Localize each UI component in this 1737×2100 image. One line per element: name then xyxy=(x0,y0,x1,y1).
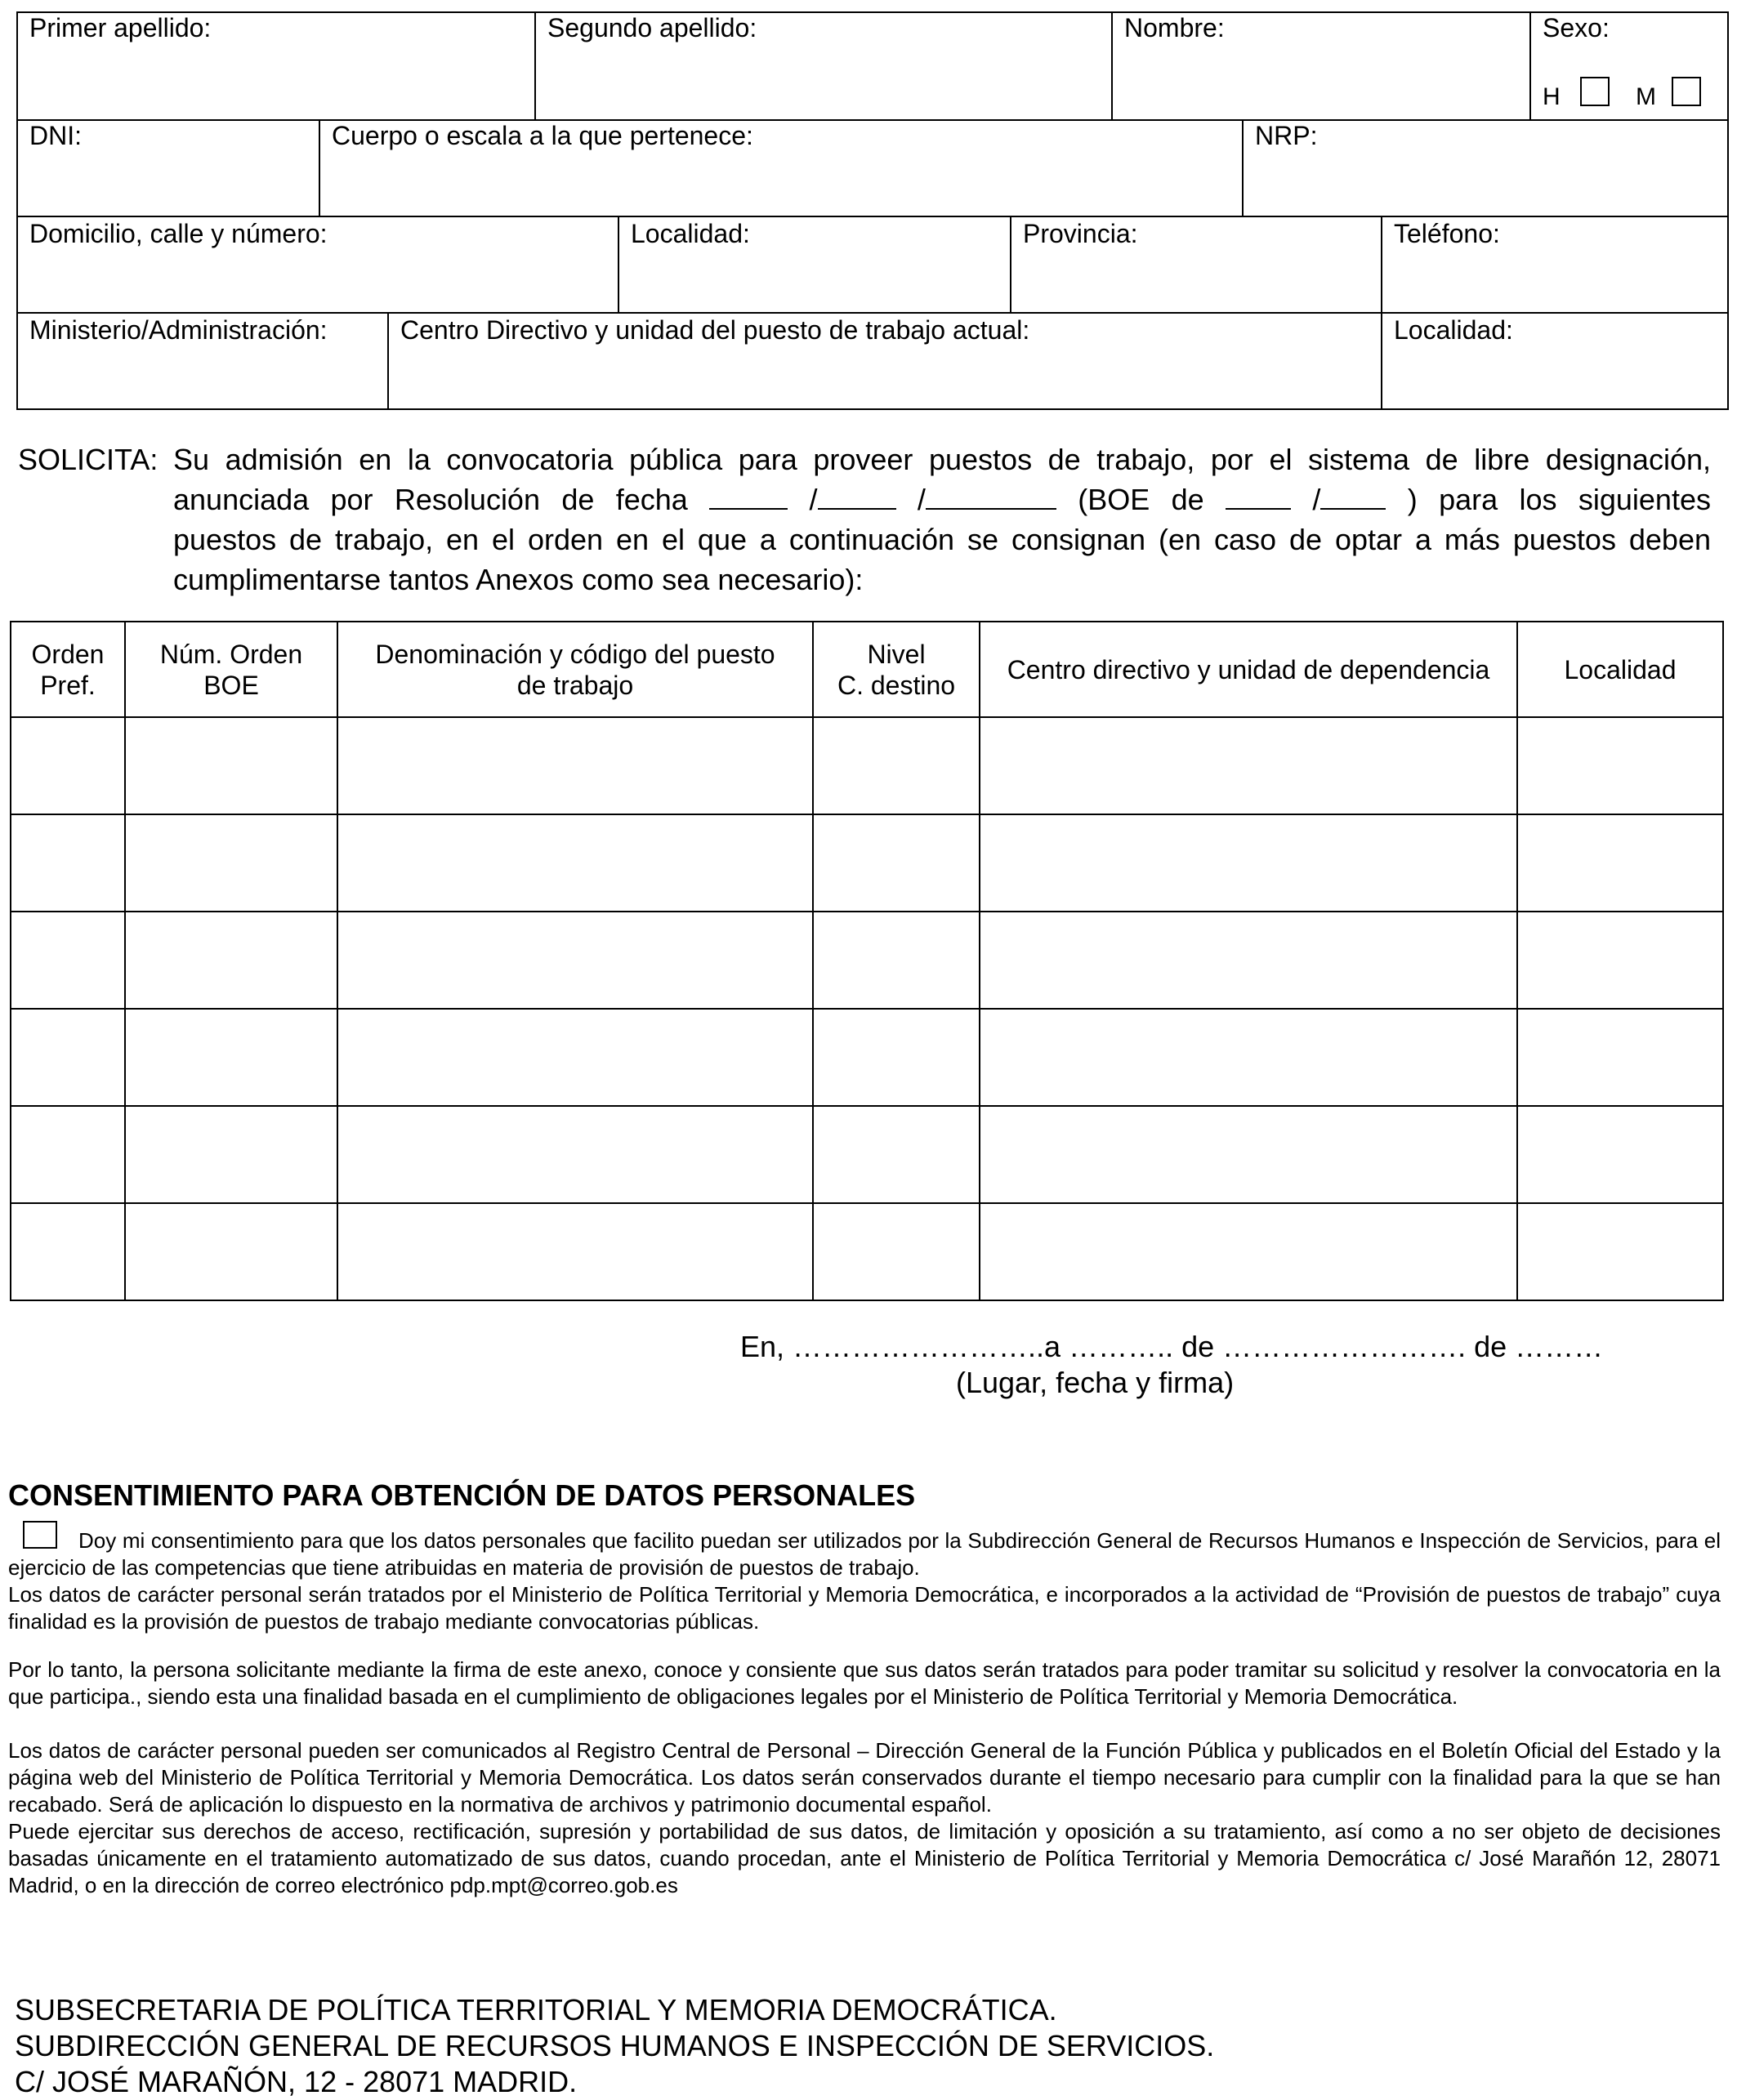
solicita-body xyxy=(173,439,1711,600)
table-cell[interactable] xyxy=(813,814,980,912)
field-ministerio[interactable] xyxy=(16,312,389,410)
table-cell[interactable] xyxy=(11,1009,125,1106)
solicita-text: ) para los siguientes xyxy=(1407,483,1711,516)
field-label: Cuerpo o escala a la que pertenece: xyxy=(332,121,753,150)
sexo-m-checkbox[interactable] xyxy=(1672,77,1701,106)
field-label: Segundo apellido: xyxy=(547,13,757,42)
table-cell[interactable] xyxy=(11,912,125,1009)
table-cell[interactable] xyxy=(1517,1203,1723,1300)
solicita-lead: SOLICITA: xyxy=(18,443,159,476)
field-label: DNI: xyxy=(29,121,82,150)
table-row xyxy=(11,814,1723,912)
table-cell[interactable] xyxy=(125,1203,337,1300)
field-domicilio[interactable] xyxy=(16,216,619,314)
field-label: Provincia: xyxy=(1023,219,1138,248)
table-cell[interactable] xyxy=(813,1203,980,1300)
field-nrp[interactable] xyxy=(1242,119,1729,217)
field-cuerpo[interactable] xyxy=(319,119,1244,217)
slash: / xyxy=(809,483,818,516)
table-cell[interactable] xyxy=(813,912,980,1009)
field-telefono[interactable] xyxy=(1381,216,1729,314)
header-localidad xyxy=(1517,622,1723,717)
sexo-h-label: H xyxy=(1543,83,1561,110)
table-cell[interactable] xyxy=(125,1009,337,1106)
header-denominacion xyxy=(337,622,813,717)
table-row xyxy=(11,1203,1723,1300)
table-cell[interactable] xyxy=(813,1009,980,1106)
field-primer-apellido[interactable] xyxy=(16,11,536,121)
solicita-paragraph xyxy=(18,439,1711,600)
header-text: Pref. xyxy=(40,670,96,700)
field-label: Sexo: xyxy=(1543,13,1610,42)
sexo-m-label: M xyxy=(1636,83,1656,110)
field-dni[interactable] xyxy=(16,119,320,217)
table-cell[interactable] xyxy=(337,912,813,1009)
slash: / xyxy=(1312,483,1321,516)
consent-p5: Puede ejercitar sus derechos de acceso, rectificación, supresión y portabilidad de sus datos, de limitación y oposición a su tratamiento, así como a no ser objeto de decisiones basadas únicamente en el tratamiento automatizado de sus datos, cuando procedan, ante el Ministerio de Política Territorial y Memoria Democrática c/ José Marañón 12, 28071 Madrid, o en la dirección de correo electrónico pdp.mpt@correo.gob.es xyxy=(8,1819,1721,1897)
sexo-h-checkbox[interactable] xyxy=(1580,77,1610,106)
consent-p4: Los datos de carácter personal pueden ser comunicados al Registro Central de Personal – Dirección General de la Función Pública y publicados en el Boletín Oficial del Estado y la página web del Ministerio de Política Territorial y Memoria Democrática. Los datos serán conservados durante el tiempo necesario para cumplir con la finalidad para la que se han recabado. Será de aplicación lo dispuesto en la normativa de archivos y patrimonio documental español. xyxy=(8,1738,1721,1817)
header-nivel xyxy=(813,622,980,717)
signature-caption: (Lugar, fecha y firma) xyxy=(956,1366,1235,1399)
solicita-boe: (BOE de xyxy=(1078,483,1204,516)
table-cell[interactable] xyxy=(125,1106,337,1203)
table-cell[interactable] xyxy=(11,717,125,814)
solicita-line-dates xyxy=(173,479,1711,519)
table-cell[interactable] xyxy=(1517,1009,1723,1106)
signature-line: En, ……………………..a ……….. de ……………………. de ……… xyxy=(740,1330,1604,1363)
footer-line-1: SUBSECRETARIA DE POLÍTICA TERRITORIAL Y MEMORIA DEMOCRÁTICA. xyxy=(15,1993,1057,2026)
field-label: Localidad: xyxy=(1394,315,1513,345)
header-text: Centro directivo y unidad de dependencia xyxy=(1007,654,1490,684)
solicita-text: anunciada por Resolución de fecha xyxy=(173,483,688,516)
header-text: Localidad xyxy=(1564,654,1677,684)
consent-p3: Por lo tanto, la persona solicitante mediante la firma de este anexo, conoce y consiente que sus datos serán tratados para poder tramitar su solicitud y resolver la convocatoria en la que participa., siendo esta una finalidad basada en el cumplimiento de obligaciones legales por el Ministerio de Política Territorial y Memoria Democrática. xyxy=(8,1657,1721,1709)
header-centro-directivo xyxy=(980,622,1517,717)
table-cell[interactable] xyxy=(813,1106,980,1203)
table-cell[interactable] xyxy=(125,717,337,814)
table-row xyxy=(11,1009,1723,1106)
boe-day-blank[interactable] xyxy=(1226,480,1291,510)
field-localidad-puesto[interactable] xyxy=(1381,312,1729,410)
table-header-row xyxy=(11,622,1723,717)
field-segundo-apellido[interactable] xyxy=(534,11,1113,121)
header-num-orden-boe xyxy=(125,622,337,717)
footer-line-2: SUBDIRECCIÓN GENERAL DE RECURSOS HUMANOS E INSPECCIÓN DE SERVICIOS. xyxy=(15,2029,1215,2062)
field-sexo xyxy=(1529,11,1729,121)
field-provincia[interactable] xyxy=(1010,216,1382,314)
table-cell[interactable] xyxy=(1517,912,1723,1009)
field-label: Primer apellido: xyxy=(29,13,212,42)
field-label: Nombre: xyxy=(1124,13,1225,42)
table-cell[interactable] xyxy=(980,717,1517,814)
slash: / xyxy=(917,483,926,516)
table-cell[interactable] xyxy=(980,1009,1517,1106)
puestos-table xyxy=(10,621,1724,1301)
header-text: Núm. Orden xyxy=(159,639,303,669)
field-localidad[interactable] xyxy=(618,216,1011,314)
table-cell[interactable] xyxy=(980,912,1517,1009)
table-cell[interactable] xyxy=(125,912,337,1009)
table-cell[interactable] xyxy=(11,814,125,912)
header-text: BOE xyxy=(203,670,259,700)
field-label: Ministerio/Administración: xyxy=(29,315,328,345)
solicita-line: Su admisión en la convocatoria pública para proveer puestos de trabajo, por el sistema de libre designación, xyxy=(173,443,1711,476)
table-row xyxy=(11,1106,1723,1203)
field-centro-directivo[interactable] xyxy=(387,312,1382,410)
table-cell[interactable] xyxy=(337,1106,813,1203)
table-cell[interactable] xyxy=(1517,1106,1723,1203)
table-cell[interactable] xyxy=(980,1106,1517,1203)
table-cell[interactable] xyxy=(11,1106,125,1203)
field-label: Domicilio, calle y número: xyxy=(29,219,328,248)
consent-p1 xyxy=(8,1527,1721,1581)
header-text: Denominación y código del puesto xyxy=(375,639,775,669)
date-month-blank[interactable] xyxy=(818,480,896,510)
header-text: Nivel xyxy=(867,639,926,669)
header-text: Orden xyxy=(31,639,105,669)
field-nombre[interactable] xyxy=(1111,11,1531,121)
header-orden-pref xyxy=(11,622,125,717)
field-label: Teléfono: xyxy=(1394,219,1500,248)
header-text: C. destino xyxy=(837,670,956,700)
table-cell[interactable] xyxy=(980,814,1517,912)
date-year-blank[interactable] xyxy=(926,480,1056,510)
footer-line-3: C/ JOSÉ MARAÑÓN, 12 - 28071 MADRID. xyxy=(15,2065,578,2098)
table-cell[interactable] xyxy=(980,1203,1517,1300)
table-cell[interactable] xyxy=(1517,717,1723,814)
table-cell[interactable] xyxy=(337,1203,813,1300)
date-day-blank[interactable] xyxy=(709,480,788,510)
solicita-line: cumplimentarse tantos Anexos como sea necesario): xyxy=(173,563,864,596)
table-cell[interactable] xyxy=(1517,814,1723,912)
table-cell[interactable] xyxy=(337,717,813,814)
field-label: Centro Directivo y unidad del puesto de trabajo actual: xyxy=(400,315,1030,345)
header-text: de trabajo xyxy=(516,670,634,700)
table-cell[interactable] xyxy=(337,814,813,912)
table-cell[interactable] xyxy=(337,1009,813,1106)
table-row xyxy=(11,912,1723,1009)
table-cell[interactable] xyxy=(11,1203,125,1300)
solicita-line: puestos de trabajo, en el orden en el que a continuación se consignan (en caso de optar a más puestos deben xyxy=(173,523,1711,556)
field-label: Localidad: xyxy=(631,219,750,248)
consent-text: Doy mi consentimiento para que los datos personales que facilito puedan ser utilizados por la Subdirección General de Recursos Humanos e Inspección de Servicios, para el ejercicio de las competencias que tiene atribuidas en materia de provisión de puestos de trabajo. xyxy=(8,1528,1721,1580)
table-cell[interactable] xyxy=(125,814,337,912)
field-label: NRP: xyxy=(1255,121,1318,150)
boe-month-blank[interactable] xyxy=(1320,480,1386,510)
table-row xyxy=(11,717,1723,814)
consent-p2: Los datos de carácter personal serán tratados por el Ministerio de Política Territorial y Memoria Democrática, e incorporados a la actividad de “Provisión de puestos de trabajo” cuya finalidad es la provisión de puestos de trabajo mediante convocatorias públicas. xyxy=(8,1582,1721,1634)
table-cell[interactable] xyxy=(813,717,980,814)
consent-title: CONSENTIMIENTO PARA OBTENCIÓN DE DATOS PERSONALES xyxy=(8,1478,916,1512)
